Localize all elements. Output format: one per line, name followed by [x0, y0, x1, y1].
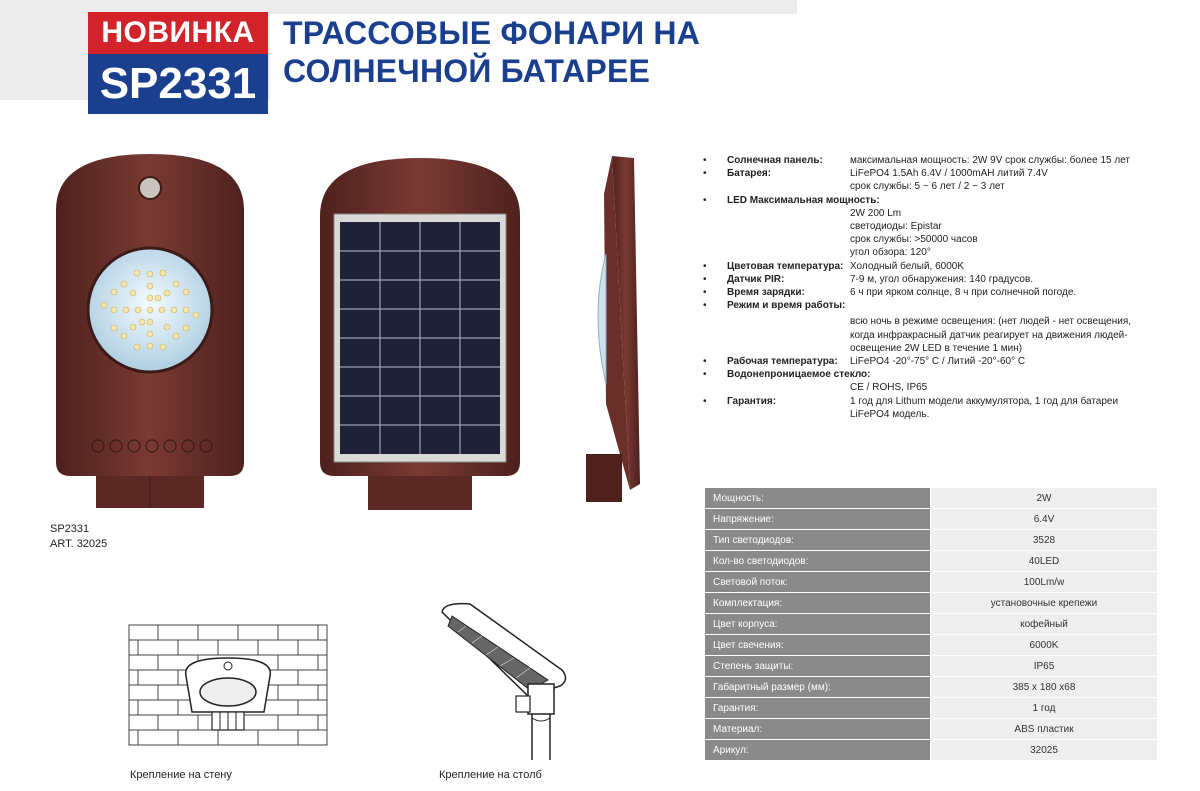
spec-value: LiFePO4 1.5Ah 6.4V / 1000mAH литий 7.4V — [850, 168, 1048, 180]
table-key: Тип светодиодов: — [705, 530, 931, 551]
spec-value: освещение 2W LED в течение 1 мин) — [850, 342, 1023, 354]
table-key: Мощность: — [705, 488, 931, 509]
table-key: Кол-во светодиодов: — [705, 551, 931, 572]
product-model-label: SP2331 — [50, 523, 90, 535]
spec-item — [700, 167, 1170, 193]
table-value: установочные крепежи — [931, 593, 1158, 614]
bullet-icon: • — [703, 194, 707, 206]
spec-value: 6 ч при ярком солнце, 8 ч при солнечной погоде. — [850, 287, 1077, 299]
table-row — [705, 530, 1158, 551]
spec-label: Время зарядки: — [727, 287, 805, 299]
spec-value: максимальная мощность: 2W 9V срок службы: более 15 лет — [850, 155, 1130, 166]
table-key: Материал: — [705, 719, 931, 740]
spec-value: когда инфракрасный датчик реагирует на движения людей- — [850, 329, 1128, 341]
table-key: Световой поток: — [705, 572, 931, 593]
lamp-back-solar-image — [318, 156, 522, 512]
spec-label: Цветовая температура: — [727, 260, 844, 272]
new-badge: НОВИНКА — [88, 12, 268, 54]
table-row — [705, 656, 1158, 677]
product-caption — [50, 522, 107, 552]
bullet-icon: • — [703, 369, 707, 381]
bullet-icon: • — [703, 260, 707, 272]
table-value: 32025 — [931, 740, 1158, 761]
table-value: ABS пластик — [931, 719, 1158, 740]
spec-value: 1 год для Lithum модели аккумулятора, 1 год для батареи — [850, 395, 1119, 407]
pole-mount-drawing — [436, 600, 576, 760]
page-title-line-1: ТРАССОВЫЕ ФОНАРИ НА — [283, 15, 701, 51]
spec-label: Гарантия: — [727, 395, 777, 407]
wall-mount-caption: Крепление на стену — [130, 769, 232, 781]
table-value: 3528 — [931, 530, 1158, 551]
spec-value: всю ночь в режиме освещения: (нет людей - нет освещения, — [850, 316, 1132, 328]
spec-value: срок службы: >50000 часов — [850, 234, 978, 246]
table-row — [705, 488, 1158, 509]
table-value: 2W — [931, 488, 1158, 509]
table-key: Напряжение: — [705, 509, 931, 530]
page-title-line-2: СОЛНЕЧНОЙ БАТАРЕЕ — [283, 53, 651, 89]
table-key: Степень защиты: — [705, 656, 931, 677]
spec-label: Рабочая температура: — [727, 356, 838, 368]
table-row — [705, 740, 1158, 761]
spec-list — [700, 154, 1170, 421]
table-row — [705, 572, 1158, 593]
table-key: Цвет корпуса: — [705, 614, 931, 635]
bullet-icon: • — [703, 356, 707, 368]
table-row — [705, 509, 1158, 530]
spec-label: LED Максимальная мощность: — [727, 194, 880, 206]
spec-value: 2W 200 Lm — [850, 207, 902, 219]
table-value: 40LED — [931, 551, 1158, 572]
spec-item — [700, 395, 1170, 421]
spec-table — [704, 487, 1158, 761]
spec-value: LiFePO4 -20°-75° C / Литий -20°-60° C — [850, 356, 1026, 368]
spec-item — [700, 368, 1170, 394]
spec-value: Холодный белый, 6000K — [850, 260, 965, 272]
spec-label: Режим и время работы: — [727, 300, 846, 312]
table-value: 1 год — [931, 698, 1158, 719]
bullet-icon: • — [703, 300, 707, 312]
spec-value: угол обзора: 120° — [850, 247, 931, 259]
bullet-icon: • — [703, 395, 707, 407]
table-key: Габаритный размер (мм): — [705, 677, 931, 698]
spec-item — [700, 194, 1170, 260]
spec-label: Датчик PIR: — [727, 273, 785, 285]
table-key: Гарантия: — [705, 698, 931, 719]
bullet-icon: • — [703, 155, 707, 166]
spec-item — [700, 355, 1170, 368]
lamp-front-image — [48, 150, 252, 510]
page-title — [283, 14, 803, 90]
wall-mount-drawing — [128, 624, 328, 748]
spec-item — [700, 299, 1170, 355]
table-row — [705, 677, 1158, 698]
model-badge: SP2331 — [88, 54, 268, 114]
table-value: IP65 — [931, 656, 1158, 677]
table-value: 100Lm/w — [931, 572, 1158, 593]
table-row — [705, 614, 1158, 635]
table-row — [705, 635, 1158, 656]
table-value: 6.4V — [931, 509, 1158, 530]
product-art-label: ART. 32025 — [50, 538, 108, 550]
table-row — [705, 719, 1158, 740]
spec-value: светодиоды: Epistar — [850, 221, 942, 233]
table-value: 385 x 180 x68 — [931, 677, 1158, 698]
spec-item — [700, 273, 1170, 286]
bullet-icon: • — [703, 168, 707, 180]
spec-item — [700, 154, 1170, 167]
table-key: Комплектация: — [705, 593, 931, 614]
spec-label: Батарея: — [727, 168, 772, 180]
table-value: кофейный — [931, 614, 1158, 635]
spec-item — [700, 260, 1170, 273]
spec-label: Солнечная панель: — [727, 155, 823, 166]
pole-mount-caption: Крепление на столб — [439, 769, 542, 781]
table-value: 6000K — [931, 635, 1158, 656]
table-key: Арикул: — [705, 740, 931, 761]
spec-item — [700, 286, 1170, 299]
spec-value: CE / ROHS, IP65 — [850, 382, 928, 394]
spec-value: LiFePO4 модель. — [850, 408, 930, 420]
table-row — [705, 551, 1158, 572]
spec-value: срок службы: 5 ~ 6 лет / 2 ~ 3 лет — [850, 181, 1005, 193]
table-row — [705, 698, 1158, 719]
lamp-side-image — [582, 154, 644, 506]
table-key: Цвет свечения: — [705, 635, 931, 656]
bullet-icon: • — [703, 287, 707, 299]
bullet-icon: • — [703, 273, 707, 285]
table-row — [705, 593, 1158, 614]
spec-label: Водонепроницаемое стекло: — [727, 369, 871, 381]
spec-value: 7-9 м, угол обнаружения: 140 градусов. — [850, 273, 1034, 285]
